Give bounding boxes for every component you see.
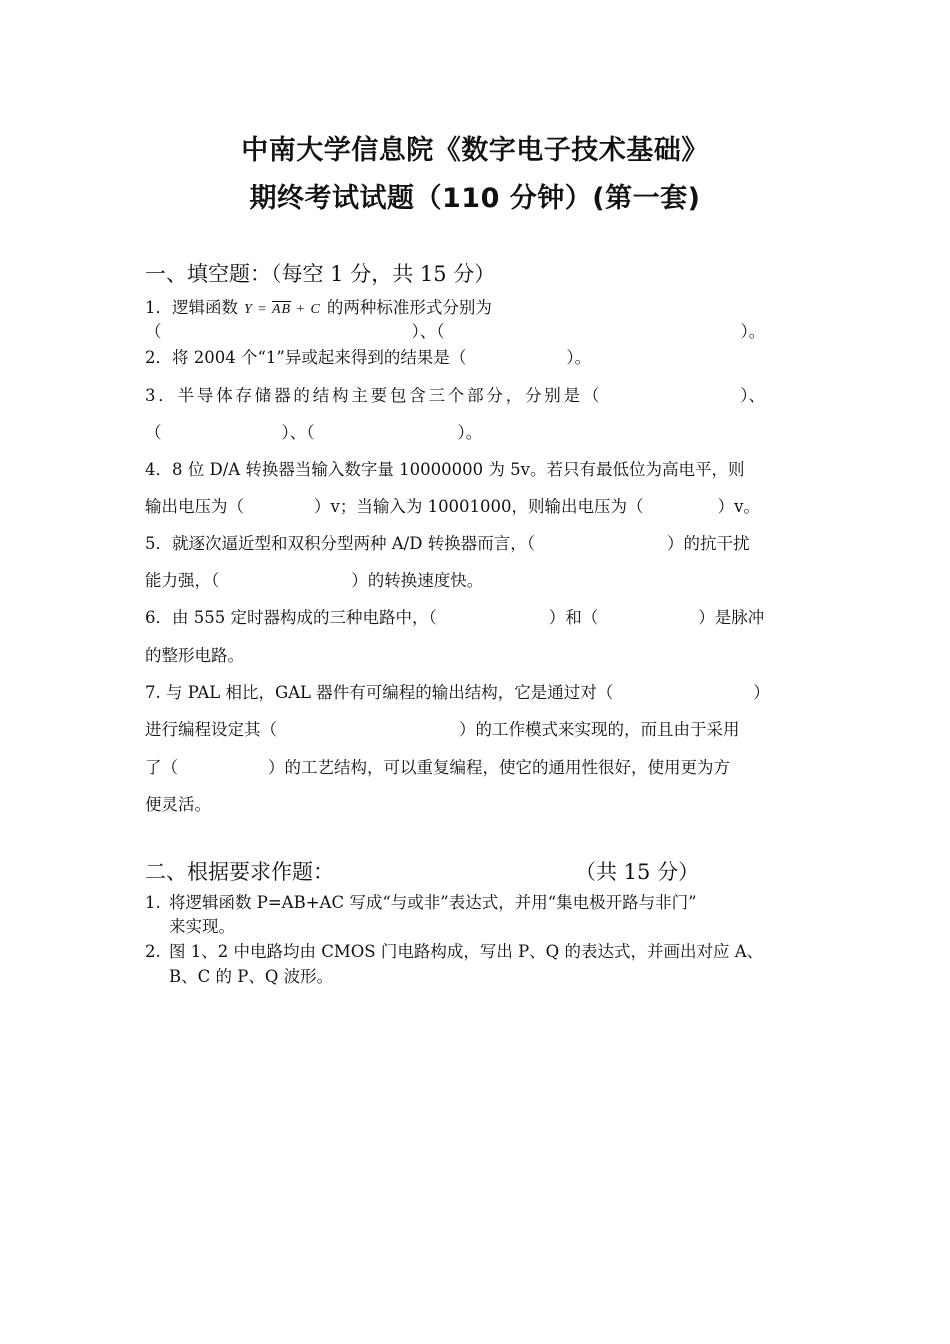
s2-q2-text: 图 1、2 中电路均由 CMOS 门电路构成，写出 P、Q 的表达式，并画出对应 A、: [169, 942, 764, 961]
q3-sep: ）、: [740, 386, 765, 405]
q4-text-c: ）v。: [717, 497, 760, 516]
s2-q1-number: 1.: [145, 893, 161, 912]
q7-line3: [145, 757, 807, 779]
q2-paren-close: ）。: [566, 348, 592, 367]
q7-text-b: ）: [753, 683, 770, 702]
section2-heading: [145, 856, 700, 886]
q2-line: [145, 347, 807, 369]
q4-text-a: 输出电压为（: [145, 497, 244, 516]
s2-q2-line2: B、C 的 P、Q 波形。: [169, 967, 334, 986]
q7-text-a: 7. 与 PAL 相比，GAL 器件有可编程的输出结构，它是通过对（: [145, 683, 614, 702]
section2-title: 二、根据要求作题：: [145, 860, 334, 884]
q5-text-b: ）的抗干扰: [666, 534, 750, 553]
q3-line1: [145, 385, 807, 407]
q3-paren-open: （: [145, 423, 162, 442]
q5-text-d: ）的转换速度快。: [351, 571, 484, 590]
q6-text-a: 6．由 555 定时器构成的三种电路中，（: [145, 608, 437, 627]
exam-title-line1: 中南大学信息院《数字电子技术基础》: [241, 135, 709, 166]
q1-text-before: 1．逻辑函数: [145, 298, 238, 317]
q7-line4: 便灵活。: [145, 795, 211, 814]
q3-line2: [145, 422, 807, 444]
q4-text-b: ）v；当输入为 10001000，则输出电压为（: [314, 497, 644, 516]
q1-line2: [145, 321, 807, 343]
q7-text-f: ）的工艺结构，可以重复编程，使它的通用性很好，使用更为方: [268, 758, 730, 777]
q3-paren-close: ）。: [457, 423, 483, 442]
q7-text-c: 进行编程设定其（: [145, 720, 277, 739]
q1-paren-close: ）。: [740, 322, 766, 341]
q5-text-c: 能力强，（: [145, 571, 220, 590]
q5-line2: [145, 570, 807, 592]
s2-q1-line2: 来实现。: [169, 917, 235, 936]
q6-text-b: ）和（: [548, 608, 599, 627]
q3-paren-mid: ）、（: [281, 423, 315, 442]
q7-line1: [145, 682, 807, 704]
exam-title-line2: 期终考试试题（110 分钟）(第一套): [249, 183, 701, 214]
q1-paren-open: （: [145, 322, 162, 341]
q1-text-after: 的两种标准形式分别为: [326, 298, 492, 317]
q5-text-a: 5．就逐次逼近型和双积分型两种 A/D 转换器而言，（: [145, 534, 535, 553]
q4-line2: [145, 496, 807, 518]
q1-paren-mid: ）、（: [411, 322, 445, 341]
s2-q1-line1: [145, 892, 807, 914]
q1-line1: [145, 297, 807, 321]
q4-line1: 4．8 位 D/A 转换器当输入数字量 10000000 为 5v。若只有最低位为高电平，则: [145, 460, 745, 479]
s2-q2-line1: [145, 941, 807, 963]
q6-text-c: ）是脉冲: [698, 608, 765, 627]
q1-formula: [244, 302, 321, 317]
q5-line1: [145, 533, 807, 555]
s2-q1-text: 将逻辑函数 P=AB+AC 写成“与或非”表达式，并用“集电极开路与非门”: [169, 893, 697, 912]
q3-text: 3．半导体存储器的结构主要包含三个部分，分别是（: [145, 386, 603, 405]
formula-ab: $\overline{AB}$: [272, 302, 292, 317]
section2-points: （共 15 分）: [575, 860, 700, 884]
formula-eq: =: [257, 302, 268, 317]
formula-rest: + C: [295, 302, 321, 317]
q7-line2: [145, 719, 807, 741]
s2-q2-number: 2.: [145, 942, 161, 961]
q6-line2: 的整形电路。: [145, 646, 244, 665]
q7-text-d: ）的工作模式来实现的，而且由于采用: [459, 720, 740, 739]
formula-y: Y: [244, 302, 253, 317]
q6-line1: [145, 607, 807, 629]
q2-text: 2．将 2004 个“1”异或起来得到的结果是（: [145, 348, 467, 367]
q7-text-e: 了（: [145, 758, 178, 777]
section1-heading: 一、填空题：（每空 1 分，共 15 分）: [145, 262, 496, 286]
